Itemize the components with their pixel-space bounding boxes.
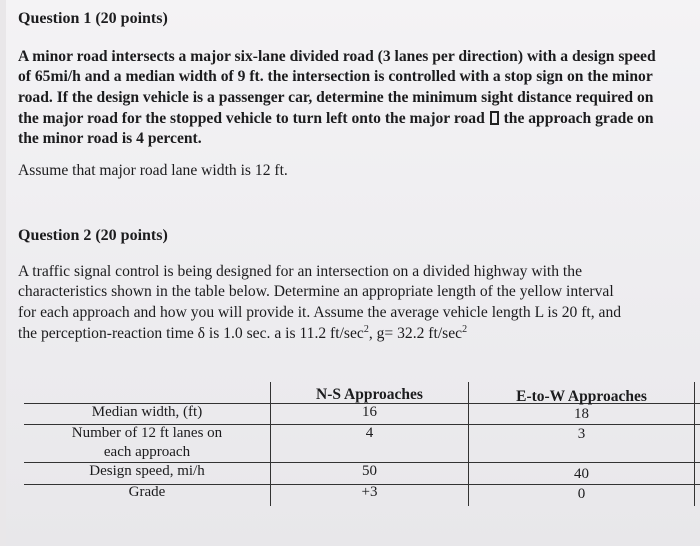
- table-rule: [694, 382, 695, 506]
- question-1-note: Assume that major road lane width is 12 ft.: [18, 162, 288, 179]
- question-1-line-4-text: the major road for the stopped vehicle to turn left onto the major road: [18, 110, 485, 127]
- header-ns: N-S Approaches: [316, 386, 423, 403]
- question-1-line-4: [18, 109, 654, 129]
- question-2-line-2: characteristics shown in the table below. Determine an appropriate length of the yellow interval: [18, 283, 614, 300]
- ns-lanes: 4: [365, 425, 374, 441]
- document-page: [6, 0, 700, 546]
- superscript-2b: 2: [462, 323, 468, 335]
- ns-grade: +3: [361, 484, 378, 500]
- row-label-lanes-cont: each approach: [103, 444, 191, 460]
- question-2-title: Question 2 (20 points): [18, 227, 168, 244]
- ew-speed: 40: [574, 466, 589, 482]
- header-ew: E-to-W Approaches: [516, 388, 647, 405]
- question-1-title: Question 1 (20 points): [18, 10, 168, 27]
- question-1-line-2: of 65mi/h and a median width of 9 ft. the intersection is controlled with a stop sign on the minor: [18, 68, 653, 85]
- question-2-line-3: for each approach and how you will provide it. Assume the average vehicle length L is 20 ft, and: [18, 304, 622, 321]
- ew-grade: 0: [577, 486, 586, 502]
- row-label-grade: Grade: [128, 484, 166, 500]
- question-1-line-4-tail: the approach grade on: [503, 110, 654, 127]
- question-1-line-3: road. If the design vehicle is a passenger car, determine the minimum sight distance required on: [18, 89, 654, 106]
- text-cursor-icon: [490, 111, 499, 125]
- question-1-line-5: the minor road is 4 percent.: [18, 130, 202, 147]
- row-label-lanes: Number of 12 ft lanes on: [71, 425, 223, 441]
- row-label-median: Median width, (ft): [91, 404, 203, 420]
- question-2-line-4-a: the perception-reaction time δ is 1.0 sec. a is 11.2 ft/sec: [18, 325, 364, 342]
- question-2-line-1: A traffic signal control is being designed for an intersection on a divided highway with the: [18, 263, 582, 280]
- row-label-speed: Design speed, mi/h: [89, 463, 205, 479]
- question-2-line-4-b: , g= 32.2 ft/sec: [368, 325, 463, 342]
- superscript-2a: 2: [363, 323, 369, 335]
- ns-speed: 50: [362, 463, 377, 479]
- question-1-line-1: A minor road intersects a major six-lane divided road (3 lanes per direction) with a design speed: [18, 48, 656, 65]
- ew-lanes: 3: [577, 426, 586, 442]
- question-2-line-4: [18, 324, 467, 344]
- ew-median: 18: [574, 406, 589, 422]
- ns-median: 16: [362, 404, 377, 420]
